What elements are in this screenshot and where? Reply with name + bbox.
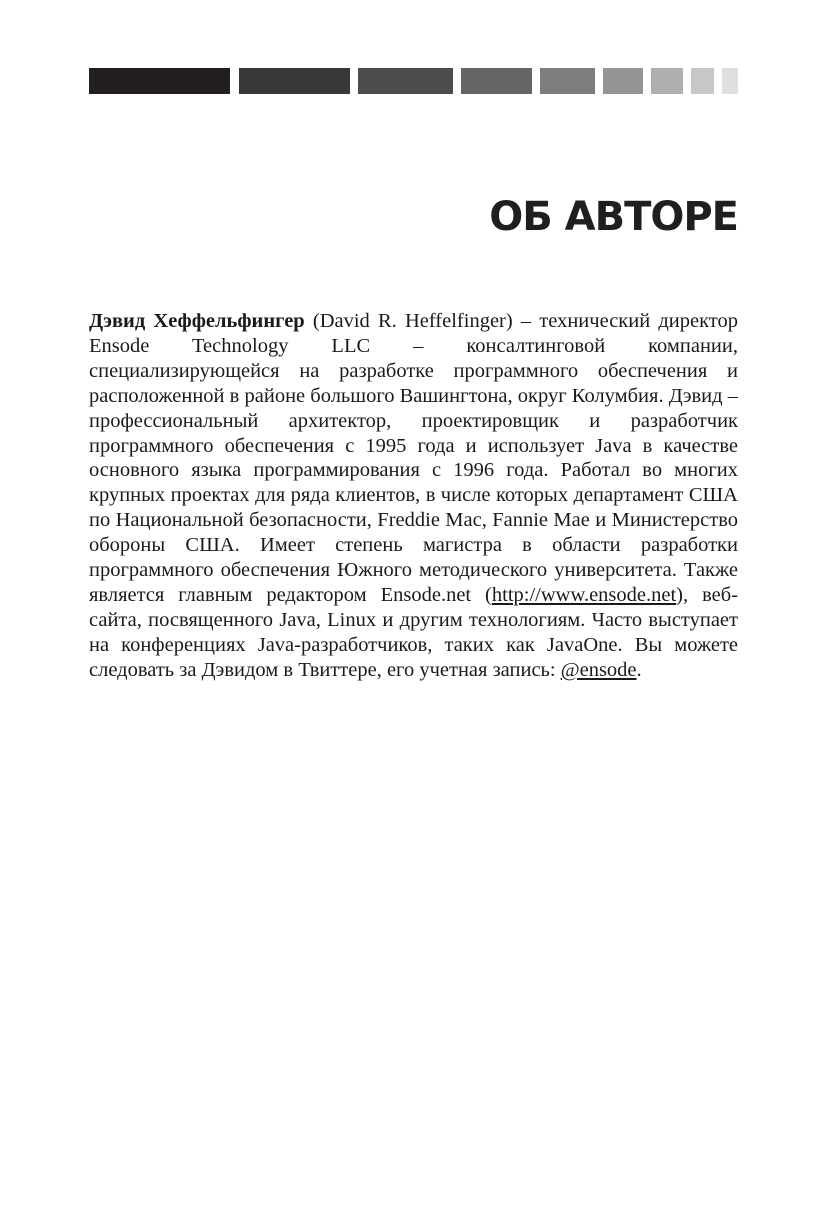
chapter-header-bar — [0, 68, 827, 94]
bio-text: . — [636, 658, 642, 681]
header-bar-segment — [691, 68, 714, 94]
bio-text: ), веб-сайта, посвященного Java, Linux и другим технологиям. Часто выступает на конференциях Java-разработчиков, таких как JavaOne. Вы можете следовать за Дэвидом в Твиттере, его учетная запись: — [89, 583, 738, 681]
header-bar-segment — [651, 68, 683, 94]
header-bar-segment — [722, 68, 738, 94]
header-bar-segment — [239, 68, 350, 94]
author-name: Дэвид Хеффельфингер — [89, 310, 305, 332]
twitter-link[interactable]: @ensode — [560, 658, 637, 681]
author-bio — [89, 309, 738, 683]
header-bar-segment — [603, 68, 643, 94]
header-bar-segment — [358, 68, 453, 94]
header-bar-segment — [461, 68, 532, 94]
header-bar-segment — [89, 68, 230, 94]
header-bar-segment — [540, 68, 595, 94]
bio-text: (David R. Heffelfinger) – технический директор Ensode Technology LLC – консалтинговой компании, специализирующейся на разработке программного обеспечения и расположенной в районе большого Вашингтона, округ Колумбия. Дэвид – профессиональный архитектор, проектировщик и разработчик программного обеспечения с 1995 года и использует Java в качестве основного языка программирования с 1996 года. Работал во многих крупных проектах для ряда клиентов, в числе которых департамент США по Национальной безопасности, Freddie Mac, Fannie Mae и Министерство обороны США. Имеет степень магистра в области разработки программного обеспечения Южного методического университета. Также является главным редактором Ensode.net ( — [89, 310, 738, 606]
website-link[interactable]: http://www.ensode.net — [491, 583, 677, 606]
page-title: ОБ АВТОРЕ — [489, 194, 738, 240]
